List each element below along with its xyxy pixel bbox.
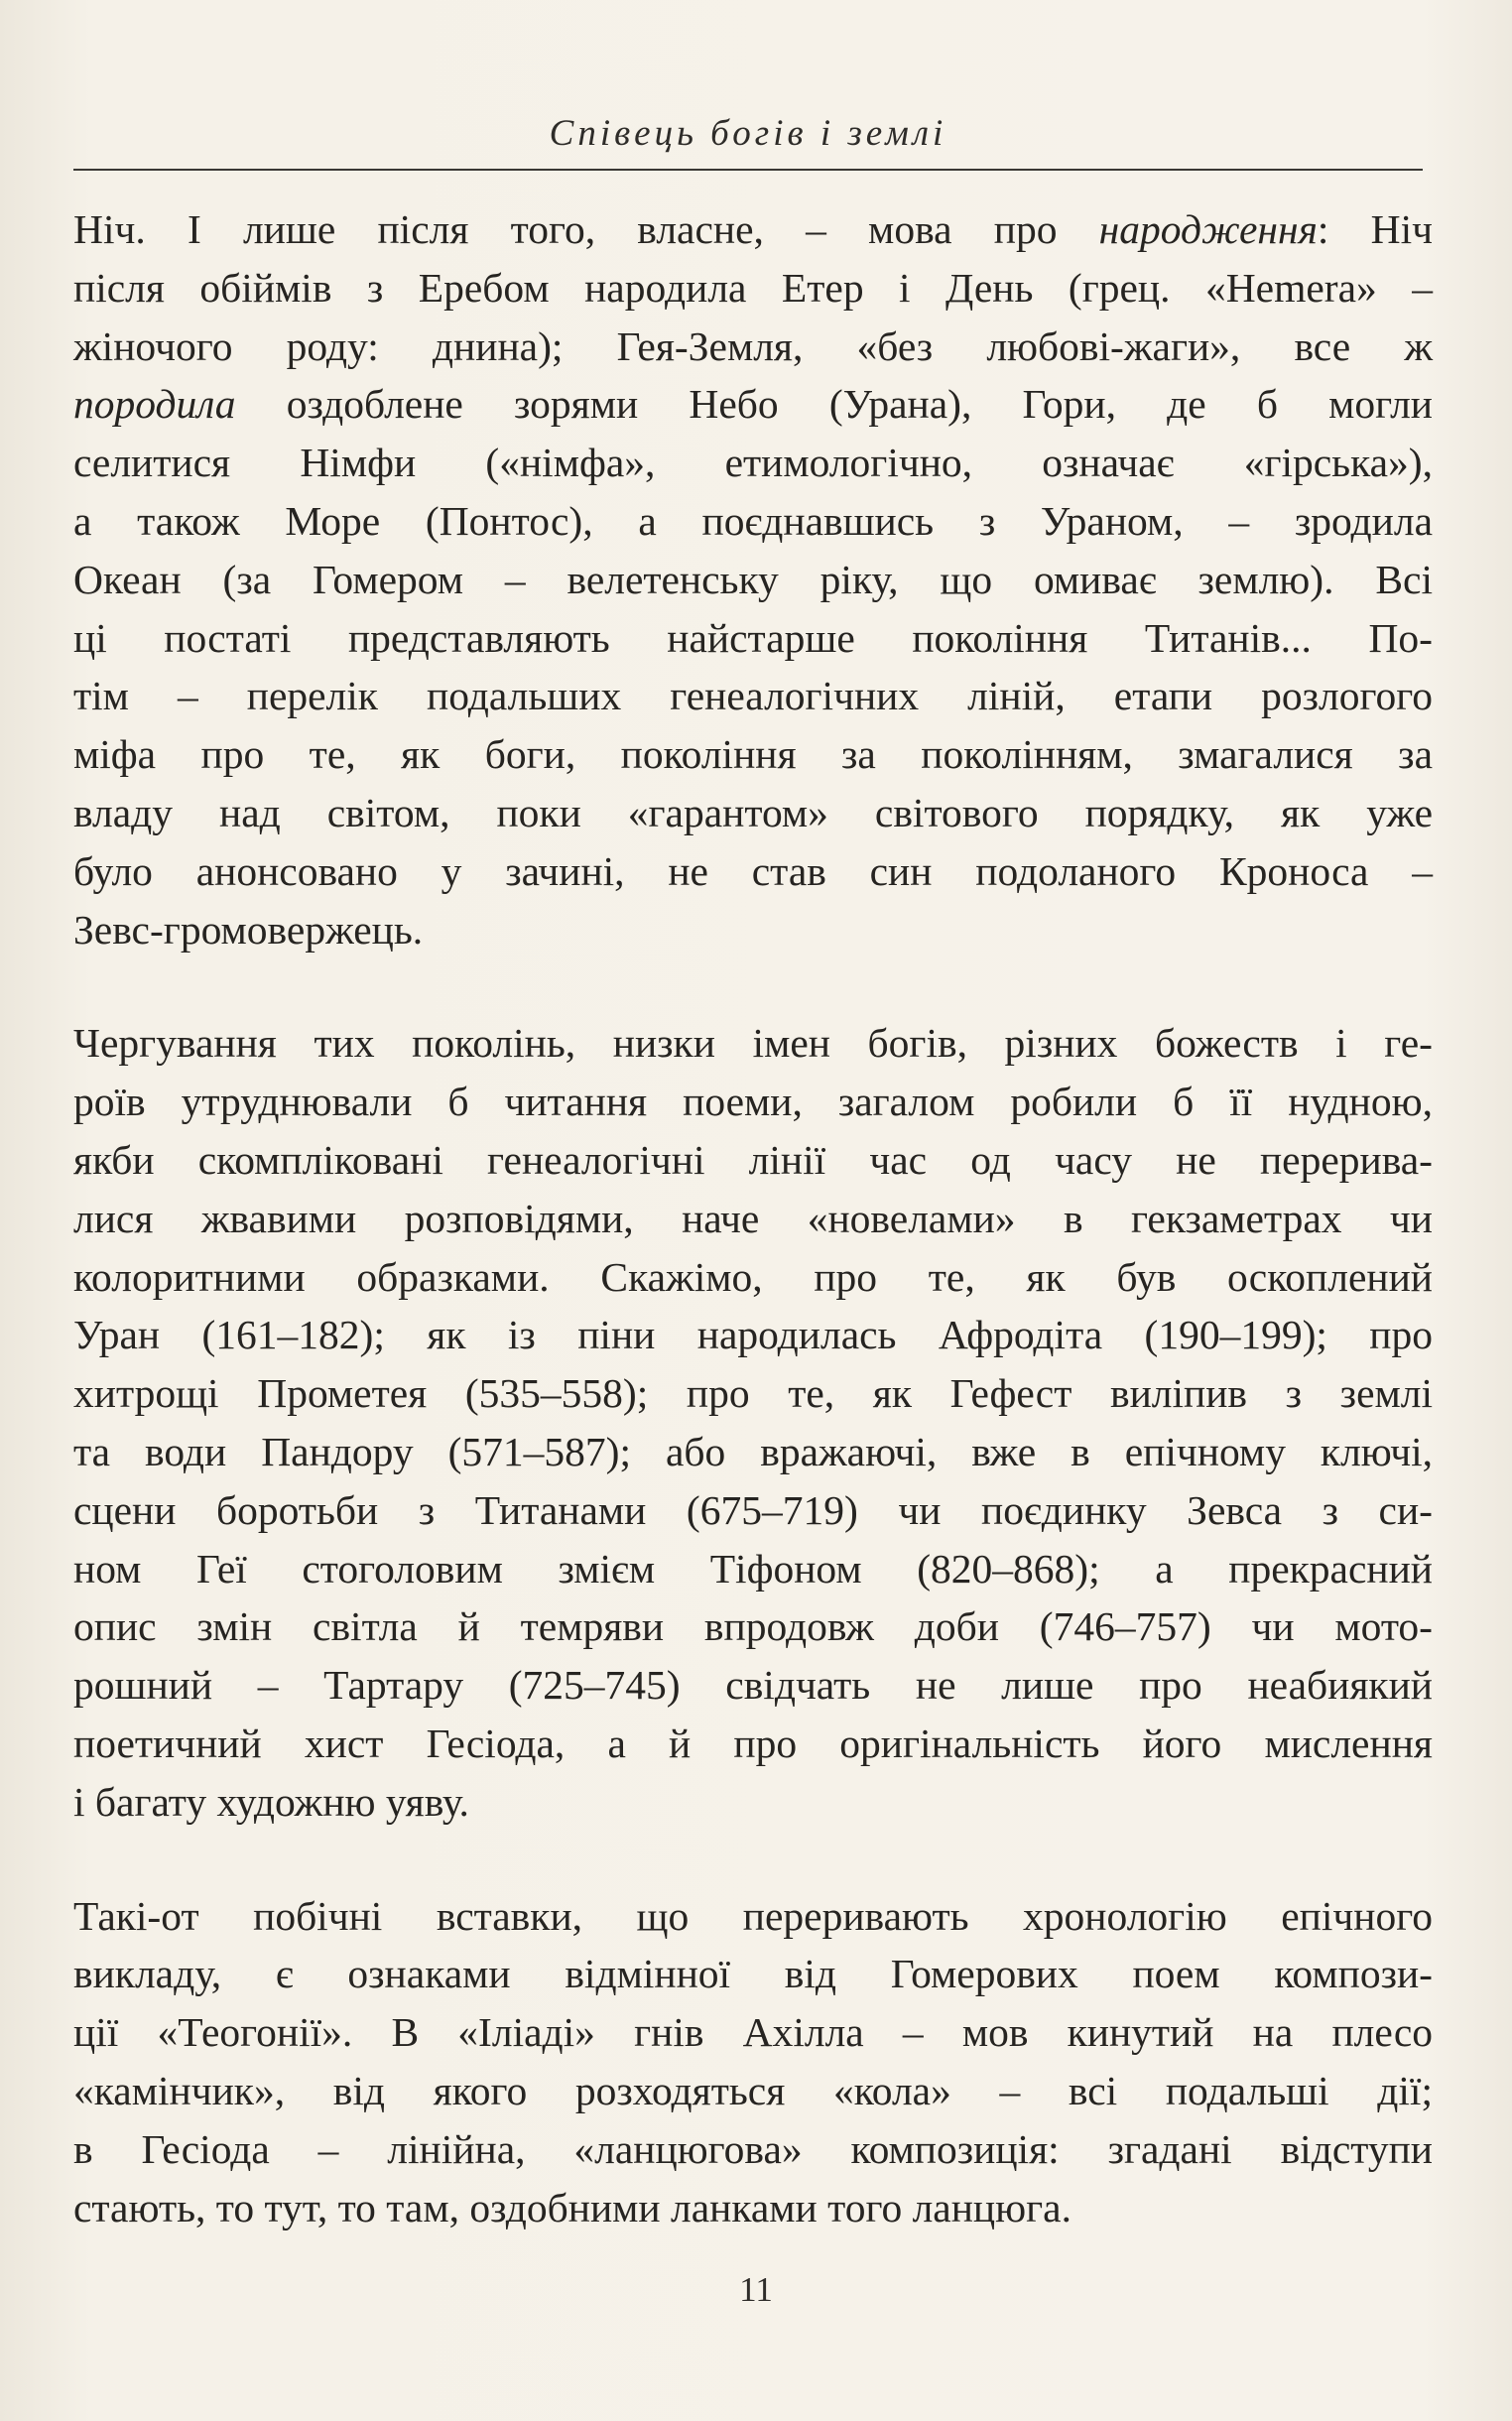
text-line (73, 1540, 1433, 1598)
text-run: роїв утруднювали б читання поеми, загалом робили б її нудною, (73, 1079, 1433, 1125)
text-run: ці постаті представляють найстарше покоління Титанів... По- (73, 614, 1433, 661)
text-line (73, 200, 1433, 259)
running-head-title: Співець богів і землі (549, 113, 947, 154)
text-run: Ніч. І лише після того, власне, – мова про (73, 206, 1099, 252)
text-line (73, 1656, 1433, 1715)
text-run: селитися Німфи («німфа», етимологічно, означає «гірська»), (73, 440, 1433, 486)
text-line (73, 1887, 1433, 1946)
text-run: тім – перелік подальших генеалогічних ліній, етапи розлогого (73, 673, 1433, 719)
text-line (73, 1945, 1433, 2003)
text-run: Океан (за Гомером – велетенську ріку, що омиває землю). Всі (73, 556, 1433, 602)
text-run: ном Геї стоголовим змієм Тіфоном (820–868); а прекрасний (73, 1545, 1433, 1592)
text-line (73, 1190, 1433, 1248)
text-run: Зевс-громовержець. (73, 906, 424, 953)
text-run: Такі-от побічні вставки, що переривають хронологію епічного (73, 1892, 1433, 1939)
text-run: колоритними образками. Скажімо, про те, як був оскоплений (73, 1253, 1433, 1300)
running-head (73, 111, 1423, 171)
text-line (73, 1481, 1433, 1540)
text-line (73, 901, 1433, 959)
italic-term: породила (73, 381, 236, 428)
text-run: жіночого роду: днина); Гея-Земля, «без любові-жаги», все ж (73, 322, 1433, 369)
text-run: після обіймів з Еребом народила Етер і День (грец. «Hemera» – (73, 264, 1433, 311)
text-line (73, 492, 1433, 551)
paragraph (73, 1887, 1433, 2237)
text-run: а також Море (Понтос), а поєднавшись з Ураном, – зродила (73, 497, 1433, 544)
text-line (73, 1773, 1433, 1832)
text-run: ції «Теогонії». В «Іліаді» гнів Ахілла – мов кинутий на плесо (73, 2009, 1433, 2056)
text-run: опис змін світла й темряви впродовж доби (746–757) чи мото- (73, 1603, 1433, 1650)
italic-term: народження (1098, 206, 1318, 252)
text-line (73, 1248, 1433, 1307)
text-line (73, 1715, 1433, 1773)
text-line (73, 725, 1433, 784)
text-line (73, 2120, 1433, 2179)
text-line (73, 1073, 1433, 1131)
text-run: Уран (161–182); як із піни народилась Афродіта (190–199); про (73, 1312, 1433, 1358)
text-line (73, 375, 1433, 434)
text-line (73, 2062, 1433, 2120)
text-line (73, 318, 1433, 376)
text-run: «камінчик», від якого розходяться «кола» – всі подальші дії; (73, 2067, 1433, 2113)
text-line (73, 842, 1433, 901)
body-text (73, 200, 1433, 2236)
text-line (73, 784, 1433, 842)
text-run: : Ніч (1317, 206, 1433, 252)
text-run: стають, то тут, то там, оздобними ланками того ланцюга. (73, 2184, 1071, 2230)
text-run: оздоблене зорями Небо (Урана), Гори, де б могли (235, 381, 1433, 428)
paragraph (73, 200, 1433, 958)
text-run: якби скомпліковані генеалогічні лінії час од часу не перерива- (73, 1136, 1433, 1183)
text-run: було анонсовано у зачині, не став син подоланого Кроноса – (73, 847, 1433, 894)
text-run: в Гесіода – лінійна, «ланцюгова» композиція: згадані відступи (73, 2125, 1433, 2172)
text-line (73, 1014, 1433, 1073)
text-line (73, 2003, 1433, 2062)
text-line (73, 259, 1433, 318)
text-line (73, 667, 1433, 725)
text-run: поетичний хист Гесіода, а й про оригінальність його мислення (73, 1720, 1433, 1766)
text-run: сцени боротьби з Титанами (675–719) чи поєдинку Зевса з си- (73, 1486, 1433, 1533)
text-line (73, 2179, 1433, 2237)
text-run: Чергування тих поколінь, низки імен богів, різних божеств і ге- (73, 1020, 1433, 1067)
text-line (73, 551, 1433, 609)
paragraph (73, 1014, 1433, 1831)
text-line (73, 1306, 1433, 1364)
text-run: міфа про те, як боги, покоління за поколінням, змагалися за (73, 731, 1433, 778)
text-line (73, 434, 1433, 492)
text-run: викладу, є ознаками відмінної від Гомерових поем компози- (73, 1951, 1433, 1997)
text-line (73, 609, 1433, 668)
text-line (73, 1423, 1433, 1481)
text-run: лися жвавими розповідями, наче «новелами» в гекзаметрах чи (73, 1195, 1433, 1241)
text-run: та води Пандору (571–587); або вражаючі, вже в епічному ключі, (73, 1428, 1433, 1474)
text-line (73, 1364, 1433, 1423)
text-line (73, 1597, 1433, 1656)
text-run: владу над світом, поки «гарантом» світового порядку, як уже (73, 789, 1433, 835)
text-run: і багату художню уяву. (73, 1778, 469, 1825)
text-run: рошний – Тартару (725–745) свідчать не лише про неабиякий (73, 1662, 1433, 1709)
text-run: хитрощі Прометея (535–558); про те, як Гефест виліпив з землі (73, 1370, 1433, 1417)
page-number: 11 (739, 2270, 773, 2309)
text-line (73, 1131, 1433, 1190)
